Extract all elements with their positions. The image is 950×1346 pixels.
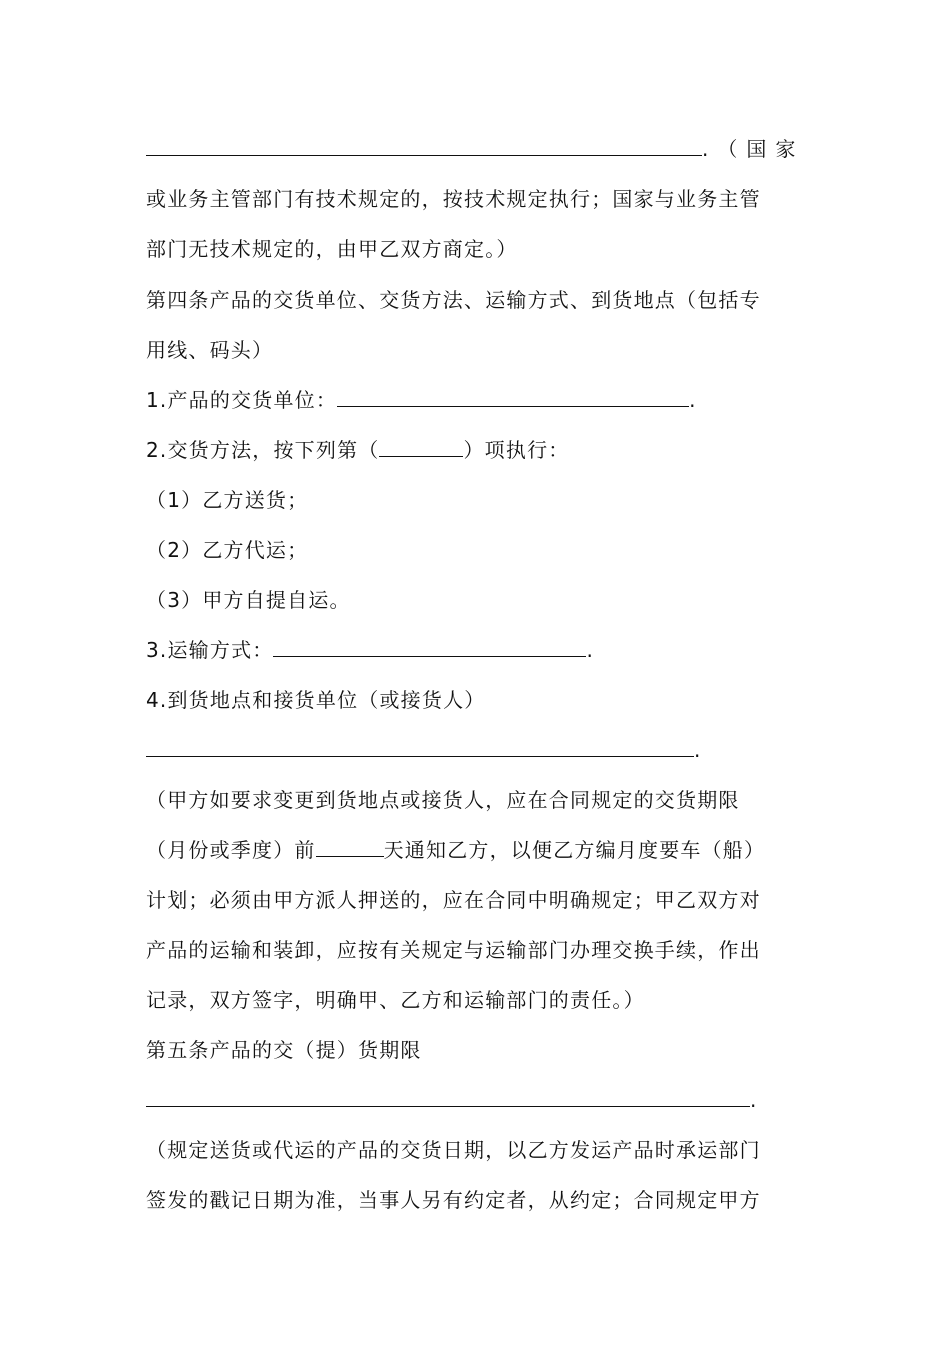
fill-blank[interactable] (146, 738, 694, 757)
text-line: 4.到货地点和接货单位（或接货人） (146, 688, 486, 712)
text-line (146, 437, 569, 463)
text-line (146, 737, 702, 763)
text-line (146, 136, 804, 162)
text-line (146, 837, 765, 863)
line-before: （月份或季度）前 (146, 838, 316, 862)
text-line: 或业务主管部门有技术规定的，按技术规定执行；国家与业务主管 (146, 187, 761, 211)
list-item: （1）乙方送货； (146, 488, 309, 512)
fill-blank[interactable] (146, 1088, 750, 1107)
text-line: 记录，双方签字，明确甲、乙方和运输部门的责任。） (146, 988, 645, 1012)
fill-blank[interactable] (146, 137, 702, 156)
line-after: ）项执行： (463, 438, 570, 462)
line-after: . (694, 738, 702, 762)
line-before: 3.运输方式： (146, 638, 274, 662)
line-after: 天通知乙方，以便乙方编月度要车（船） (383, 838, 766, 862)
article-heading: 第五条产品的交（提）货期限 (146, 1038, 422, 1062)
fill-blank[interactable] (379, 438, 463, 457)
line-after: . (750, 1088, 758, 1112)
text-line: 产品的运输和装卸，应按有关规定与运输部门办理交换手续，作出 (146, 938, 761, 962)
line-before: 2.交货方法，按下列第（ (146, 438, 380, 462)
line-after: .（国家 (702, 137, 805, 161)
list-item: （3）甲方自提自运。 (146, 588, 351, 612)
text-line: 用线、码头） (146, 338, 274, 362)
text-line (146, 387, 697, 413)
text-line: 签发的戳记日期为准，当事人另有约定者，从约定；合同规定甲方 (146, 1188, 761, 1212)
fill-blank[interactable] (273, 638, 586, 657)
line-before: 1.产品的交货单位： (146, 388, 338, 412)
text-line: （规定送货或代运的产品的交货日期，以乙方发运产品时承运部门 (146, 1138, 761, 1162)
text-line: （甲方如要求变更到货地点或接货人，应在合同规定的交货期限 (146, 788, 740, 812)
fill-blank[interactable] (337, 388, 689, 407)
line-after: . (689, 388, 697, 412)
list-item: （2）乙方代运； (146, 538, 309, 562)
text-line (146, 637, 594, 663)
fill-blank[interactable] (316, 838, 384, 857)
text-line: 部门无技术规定的，由甲乙双方商定。） (146, 237, 518, 261)
line-after: . (586, 638, 595, 662)
text-line (146, 1087, 758, 1113)
text-line: 计划；必须由甲方派人押送的，应在合同中明确规定；甲乙双方对 (146, 888, 761, 912)
article-heading: 第四条产品的交货单位、交货方法、运输方式、到货地点（包括专 (146, 288, 761, 312)
